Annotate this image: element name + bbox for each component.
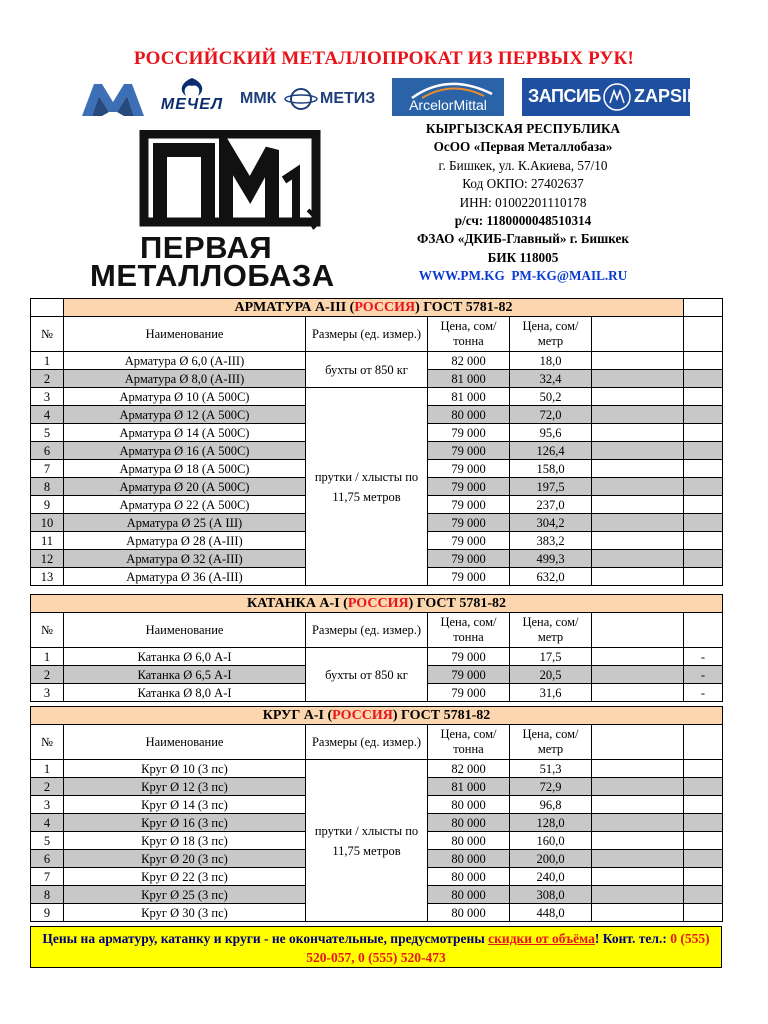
row-number: 6: [31, 442, 64, 460]
mmk-label: ММК: [240, 90, 277, 107]
price-per-meter: 200,0: [510, 850, 592, 868]
zapsib-emblem-icon: [602, 81, 632, 113]
price-per-ton: 79 000: [428, 442, 510, 460]
company-inn: ИНН: 01002201110178: [459, 194, 587, 210]
product-name: Катанка Ø 6,5 А-I: [64, 666, 306, 684]
product-name: Арматура Ø 36 (А-III): [64, 568, 306, 586]
extra-cell: -: [684, 684, 723, 702]
extra-cell: -: [684, 666, 723, 684]
extra-cell: [684, 760, 723, 778]
metiz-label: МЕТИЗ: [320, 90, 376, 107]
price-per-ton: 79 000: [428, 514, 510, 532]
company-name: ОсОО «Первая Металлобаза»: [433, 139, 613, 155]
product-name: Катанка Ø 6,0 А-I: [64, 648, 306, 666]
metiz-emblem-icon: [284, 88, 318, 110]
katanka-title: КАТАНКА А-I (РОССИЯ) ГОСТ 5781-82: [31, 595, 723, 613]
price-per-ton: 82 000: [428, 352, 510, 370]
price-per-ton: 79 000: [428, 684, 510, 702]
product-name: Арматура Ø 12 (А 500С): [64, 406, 306, 424]
extra-cell: [592, 868, 684, 886]
krug-title: КРУГ А-I (РОССИЯ) ГОСТ 5781-82: [31, 707, 723, 725]
product-name: Круг Ø 18 (3 пс): [64, 832, 306, 850]
company-logo: [90, 130, 340, 293]
price-per-meter: 158,0: [510, 460, 592, 478]
row-number: 7: [31, 868, 64, 886]
company-address: г. Бишкек, ул. К.Акиева, 57/10: [438, 157, 608, 173]
row-number: 3: [31, 684, 64, 702]
price-per-ton: 79 000: [428, 666, 510, 684]
row-number: 5: [31, 832, 64, 850]
katanka-header-row: № Наименование Размеры (ед. измер.) Цена, сом/тонна Цена, сом/метр: [31, 613, 723, 648]
extra-cell: [592, 460, 684, 478]
extra-cell: [592, 850, 684, 868]
extra-cell: [592, 648, 684, 666]
extra-cell: [684, 796, 723, 814]
row-number: 1: [31, 352, 64, 370]
product-name: Круг Ø 20 (3 пс): [64, 850, 306, 868]
extra-cell: [592, 568, 684, 586]
price-per-meter: 126,4: [510, 442, 592, 460]
price-per-ton: 81 000: [428, 370, 510, 388]
extra-cell: [592, 478, 684, 496]
price-per-ton: 79 000: [428, 550, 510, 568]
row-number: 5: [31, 424, 64, 442]
krug-table: [30, 706, 723, 922]
product-name: Арматура Ø 8,0 (А-III): [64, 370, 306, 388]
product-name: Арматура Ø 6,0 (А-III): [64, 352, 306, 370]
price-per-meter: 240,0: [510, 868, 592, 886]
armatura-title: АРМАТУРА А-III (РОССИЯ) ГОСТ 5781-82: [64, 299, 684, 317]
row-number: 3: [31, 796, 64, 814]
price-per-meter: 17,5: [510, 648, 592, 666]
price-per-ton: 81 000: [428, 778, 510, 796]
extra-cell: [592, 532, 684, 550]
product-name: Круг Ø 10 (3 пс): [64, 760, 306, 778]
extra-cell: [684, 442, 723, 460]
extra-cell: [592, 832, 684, 850]
price-per-meter: 20,5: [510, 666, 592, 684]
extra-cell: [684, 406, 723, 424]
price-per-meter: 632,0: [510, 568, 592, 586]
product-name: Арматура Ø 18 (А 500С): [64, 460, 306, 478]
price-per-meter: 308,0: [510, 886, 592, 904]
price-per-ton: 79 000: [428, 568, 510, 586]
extra-cell: [684, 388, 723, 406]
row-number: 8: [31, 886, 64, 904]
extra-cell: [684, 370, 723, 388]
row-number: 4: [31, 814, 64, 832]
price-per-ton: 79 000: [428, 460, 510, 478]
row-number: 3: [31, 388, 64, 406]
price-per-ton: 80 000: [428, 904, 510, 922]
katanka-table: [30, 594, 723, 702]
row-number: 11: [31, 532, 64, 550]
row-number: 2: [31, 778, 64, 796]
extra-cell: [592, 514, 684, 532]
price-per-ton: 79 000: [428, 496, 510, 514]
row-number: 4: [31, 406, 64, 424]
extra-cell: [684, 514, 723, 532]
headline: РОССИЙСКИЙ МЕТАЛЛОПРОКАТ ИЗ ПЕРВЫХ РУК!: [133, 48, 635, 69]
extra-cell: [684, 886, 723, 904]
price-per-meter: 499,3: [510, 550, 592, 568]
size-unit: прутки / хлысты по 11,75 метров: [306, 388, 428, 586]
price-per-meter: 448,0: [510, 904, 592, 922]
row-number: 9: [31, 496, 64, 514]
extra-cell: [592, 760, 684, 778]
row-number: 1: [31, 760, 64, 778]
row-number: 2: [31, 370, 64, 388]
extra-cell: [684, 478, 723, 496]
row-number: 2: [31, 666, 64, 684]
zapsib-logo: [522, 78, 701, 116]
row-number: 13: [31, 568, 64, 586]
table-row: [31, 388, 723, 406]
pm-monogram-icon: [138, 130, 328, 230]
extra-cell: [592, 550, 684, 568]
price-per-meter: 237,0: [510, 496, 592, 514]
extra-cell: [592, 886, 684, 904]
mmk-metiz-logo: [240, 90, 386, 112]
price-note: Цены на арматуру, катанку и круги - не окончательные, предусмотрены скидки от объёма! Конт. тел.: 0 (555) 520-057, 0 (555) 520-473: [30, 926, 722, 968]
price-per-meter: 50,2: [510, 388, 592, 406]
extra-cell: [592, 778, 684, 796]
price-per-ton: 80 000: [428, 814, 510, 832]
price-per-meter: 383,2: [510, 532, 592, 550]
size-unit: бухты от 850 кг: [306, 352, 428, 388]
row-number: 1: [31, 648, 64, 666]
company-account: р/сч: 1180000048510314: [454, 213, 592, 229]
table-row: [31, 352, 723, 370]
extra-cell: [684, 352, 723, 370]
price-per-ton: 79 000: [428, 648, 510, 666]
product-name: Арматура Ø 28 (А-III): [64, 532, 306, 550]
extra-cell: [684, 832, 723, 850]
extra-cell: -: [684, 648, 723, 666]
armatura-table: [30, 298, 723, 586]
contact-phones: 0 (555) 520-057, 0 (555) 520-473: [306, 931, 710, 965]
extra-cell: [592, 424, 684, 442]
price-per-meter: 51,3: [510, 760, 592, 778]
extra-cell: [684, 532, 723, 550]
company-bank: ФЗАО «ДКИБ-Главный» г. Бишкек: [417, 231, 629, 247]
price-per-meter: 18,0: [510, 352, 592, 370]
krug-header-row: № Наименование Размеры (ед. измер.) Цена, сом/тонна Цена, сом/метр: [31, 725, 723, 760]
row-number: 7: [31, 460, 64, 478]
row-number: 8: [31, 478, 64, 496]
company-okpo: Код ОКПО: 27402637: [462, 176, 584, 192]
extra-cell: [684, 424, 723, 442]
extra-cell: [592, 814, 684, 832]
extra-cell: [592, 370, 684, 388]
product-name: Катанка Ø 8,0 А-I: [64, 684, 306, 702]
extra-cell: [592, 684, 684, 702]
table-row: [31, 760, 723, 778]
arcelor-label: ArcelorMittal: [409, 97, 487, 113]
row-number: 6: [31, 850, 64, 868]
mmk-symbol-logo: [80, 80, 146, 118]
product-name: Арматура Ø 16 (А 500С): [64, 442, 306, 460]
price-per-ton: 79 000: [428, 532, 510, 550]
size-unit: прутки / хлысты по 11,75 метров: [306, 760, 428, 922]
mechel-emblem-icon: [172, 76, 212, 98]
extra-cell: [684, 568, 723, 586]
arcelormittal-logo: [392, 78, 504, 116]
price-per-meter: 96,8: [510, 796, 592, 814]
extra-cell: [592, 442, 684, 460]
price-per-meter: 160,0: [510, 832, 592, 850]
price-per-meter: 31,6: [510, 684, 592, 702]
price-per-ton: 82 000: [428, 760, 510, 778]
price-per-ton: 80 000: [428, 886, 510, 904]
mechel-label: МЕЧЕЛ: [160, 96, 224, 113]
product-name: Арматура Ø 20 (А 500С): [64, 478, 306, 496]
price-per-meter: 128,0: [510, 814, 592, 832]
company-bik: БИК 118005: [487, 249, 559, 265]
product-name: Круг Ø 16 (3 пс): [64, 814, 306, 832]
price-per-meter: 197,5: [510, 478, 592, 496]
price-per-ton: 80 000: [428, 832, 510, 850]
company-details: [392, 120, 654, 286]
extra-cell: [684, 460, 723, 478]
price-per-ton: 80 000: [428, 796, 510, 814]
product-name: Арматура Ø 32 (А-III): [64, 550, 306, 568]
zapsib-ru-label: ЗАПСИБ: [528, 86, 601, 106]
extra-cell: [684, 778, 723, 796]
discount-text: скидки от объёма: [488, 931, 595, 946]
extra-cell: [592, 388, 684, 406]
product-name: Арматура Ø 22 (А 500С): [64, 496, 306, 514]
extra-cell: [684, 850, 723, 868]
price-per-ton: 79 000: [428, 424, 510, 442]
armatura-header-row: № Наименование Размеры (ед. измер.) Цена, сом/тонна Цена, сом/метр: [31, 317, 723, 352]
extra-cell: [684, 904, 723, 922]
extra-cell: [592, 496, 684, 514]
product-name: Круг Ø 30 (3 пс): [64, 904, 306, 922]
product-name: Арматура Ø 25 (А Ш): [64, 514, 306, 532]
product-name: Круг Ø 25 (3 пс): [64, 886, 306, 904]
company-country: КЫРГЫЗСКАЯ РЕСПУБЛИКА: [425, 121, 621, 136]
extra-cell: [592, 666, 684, 684]
price-per-ton: 81 000: [428, 388, 510, 406]
mechel-logo: [152, 76, 232, 116]
brand-line2: МЕТАЛЛОБАЗА: [90, 258, 335, 293]
partner-logos: [0, 74, 768, 120]
product-name: Круг Ø 22 (3 пс): [64, 868, 306, 886]
website-link[interactable]: WWW.PM.KG: [418, 268, 505, 284]
row-number: 9: [31, 904, 64, 922]
size-unit: бухты от 850 кг: [306, 648, 428, 702]
row-number: 12: [31, 550, 64, 568]
extra-cell: [592, 406, 684, 424]
price-per-ton: 80 000: [428, 406, 510, 424]
price-per-meter: 72,9: [510, 778, 592, 796]
extra-cell: [592, 352, 684, 370]
extra-cell: [684, 496, 723, 514]
brand-line1: ПЕРВАЯ: [140, 230, 273, 265]
price-per-meter: 95,6: [510, 424, 592, 442]
extra-cell: [684, 814, 723, 832]
price-per-ton: 80 000: [428, 850, 510, 868]
product-name: Арматура Ø 14 (А 500С): [64, 424, 306, 442]
row-number: 10: [31, 514, 64, 532]
table-row: [31, 648, 723, 666]
extra-cell: [684, 868, 723, 886]
price-per-meter: 304,2: [510, 514, 592, 532]
extra-cell: [592, 904, 684, 922]
extra-cell: [684, 550, 723, 568]
price-per-ton: 80 000: [428, 868, 510, 886]
product-name: Круг Ø 14 (3 пс): [64, 796, 306, 814]
email-link[interactable]: PM-KG@MAIL.RU: [511, 268, 628, 284]
price-per-ton: 79 000: [428, 478, 510, 496]
zapsib-en-label: ZAPSIB: [634, 86, 701, 106]
price-per-meter: 32,4: [510, 370, 592, 388]
product-name: Круг Ø 12 (3 пс): [64, 778, 306, 796]
price-per-meter: 72,0: [510, 406, 592, 424]
extra-cell: [592, 796, 684, 814]
product-name: Арматура Ø 10 (А 500С): [64, 388, 306, 406]
